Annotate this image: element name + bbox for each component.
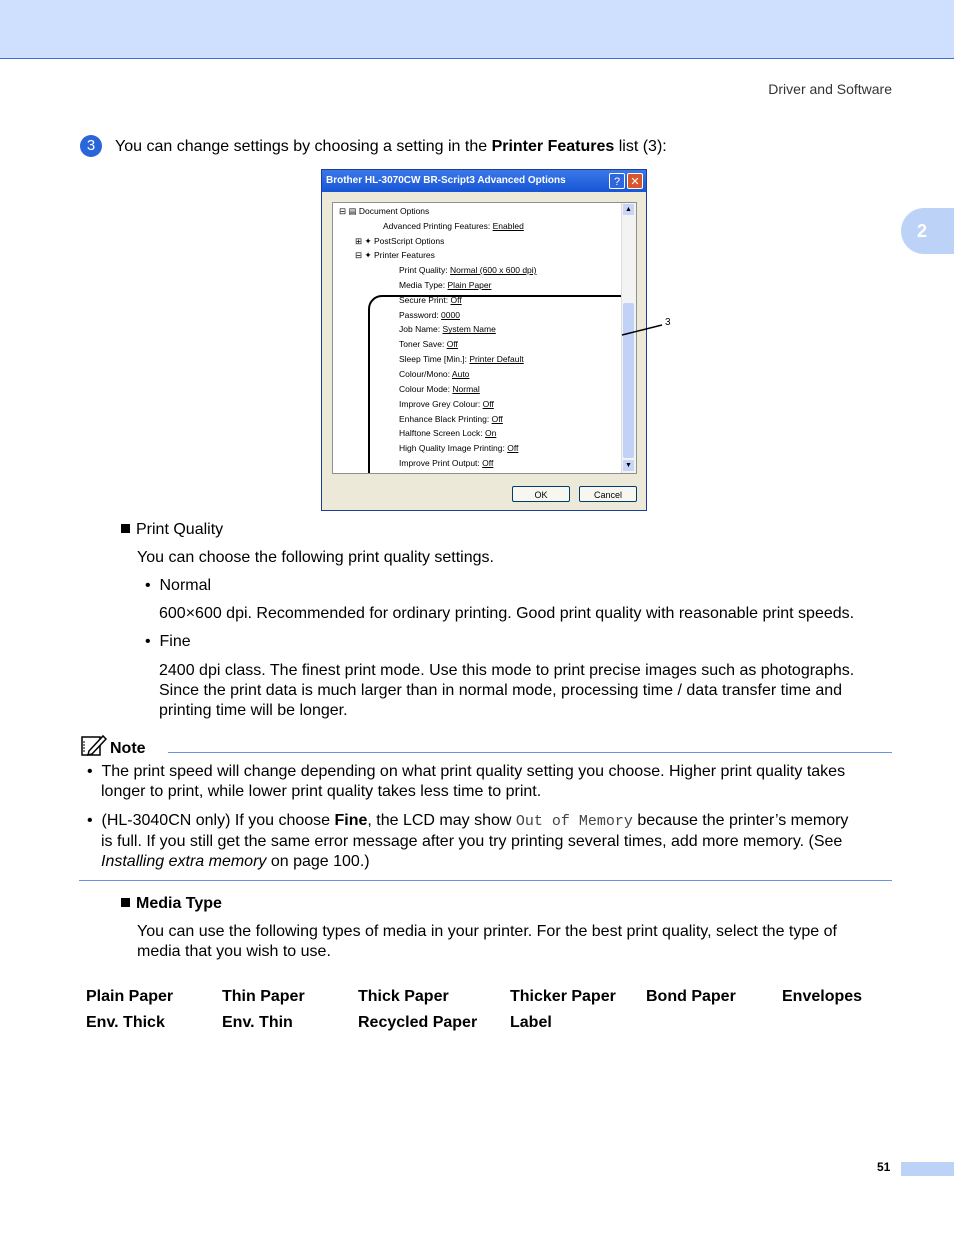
- note-item-2: • (HL-3040CN only) If you choose Fine, the LCD may show Out of Memory because the printer’s memory is full. If you still get the same error message after you try printing several times, add more memory. (See Installing extra memory on page 100.): [87, 812, 849, 870]
- page-number: 51: [877, 1160, 891, 1174]
- dialog-title: Brother HL-3070CW BR-Script3 Advanced Options: [322, 170, 646, 192]
- callout-outline: [368, 295, 634, 474]
- media-type-option: Plain Paper: [86, 988, 174, 1005]
- media-type-option: Recycled Paper: [358, 1014, 478, 1031]
- section-title: Driver and Software: [768, 81, 892, 97]
- media-type-option: Bond Paper: [646, 988, 736, 1005]
- note-divider-bottom: [79, 880, 892, 881]
- tree-setting-item[interactable]: Toner Save: Off: [399, 339, 458, 350]
- advanced-options-dialog: [321, 169, 647, 511]
- tree-setting-item[interactable]: Media Type: Plain Paper: [399, 279, 492, 290]
- close-button[interactable]: ✕: [627, 173, 643, 189]
- tree-setting-item[interactable]: Password: 0000: [399, 309, 460, 320]
- media-type-option: Env. Thick: [86, 1014, 165, 1031]
- settings-tree[interactable]: [332, 202, 637, 474]
- page-header-band: [0, 0, 954, 59]
- note-divider-top: [168, 752, 892, 753]
- tree-setting-item[interactable]: Improve Print Output: Off: [399, 458, 494, 469]
- media-type-option: Env. Thin: [222, 1014, 293, 1031]
- chapter-tab: 2: [901, 208, 954, 254]
- tree-node-printer-features[interactable]: ⊟ ✦ Printer Features: [355, 250, 435, 260]
- normal-description: 600×600 dpi. Recommended for ordinary printing. Good print quality with reasonable print speeds.: [159, 605, 855, 622]
- print-quality-heading: Print Quality: [121, 520, 223, 540]
- media-type-option: Label: [510, 1014, 552, 1031]
- cancel-button[interactable]: Cancel: [579, 486, 637, 502]
- note-pencil-icon: [80, 733, 108, 757]
- scroll-down-icon[interactable]: ▼: [623, 460, 634, 471]
- tree-setting-item[interactable]: Secure Print: Off: [399, 294, 462, 305]
- note-title: Note: [110, 740, 146, 757]
- tree-setting-item[interactable]: Halftone Screen Lock: On: [399, 428, 497, 439]
- tree-node-document-options[interactable]: ⊟ ▤ Document Options: [339, 206, 430, 216]
- tree-item-advanced-printing[interactable]: Advanced Printing Features: Enabled: [383, 221, 524, 231]
- media-type-intro: You can use the following types of media in your printer. For the best print quality, select the type of media that you wish to use.: [137, 923, 837, 960]
- fine-description: 2400 dpi class. The finest print mode. Use this mode to print precise images such as photographs. Since the print data is much larger than in normal mode, processing time / data transfer time and printing time will be longer.: [159, 662, 855, 719]
- tree-setting-item[interactable]: Colour/Mono: Auto: [399, 368, 470, 379]
- callout-label: 3: [665, 317, 671, 328]
- footer-band: [901, 1162, 954, 1176]
- tree-node-postscript-options[interactable]: ⊞ ✦ PostScript Options: [355, 236, 445, 246]
- media-type-heading: Media Type: [121, 894, 222, 914]
- tree-scrollbar[interactable]: [621, 203, 636, 473]
- fine-label: • Fine: [145, 633, 191, 650]
- tree-setting-item[interactable]: Colour Mode: Normal: [399, 383, 480, 394]
- help-button[interactable]: ?: [609, 173, 625, 189]
- tree-setting-item[interactable]: High Quality Image Printing: Off: [399, 443, 519, 454]
- callout-leader: [620, 318, 680, 338]
- scroll-up-icon[interactable]: ▲: [623, 204, 634, 215]
- media-type-option: Thin Paper: [222, 988, 305, 1005]
- tree-setting-item[interactable]: Enhance Black Printing: Off: [399, 413, 503, 424]
- note-item-1: • The print speed will change depending on what print quality setting you choose. Higher print quality takes longer to print, while lower print quality takes less time to print.: [87, 763, 846, 800]
- print-quality-intro: You can choose the following print quality settings.: [137, 549, 494, 566]
- step-number-badge: 3: [80, 135, 102, 157]
- tree-setting-item[interactable]: Job Name: System Name: [399, 324, 496, 335]
- media-type-option: Thicker Paper: [510, 988, 616, 1005]
- media-type-option: Thick Paper: [358, 988, 449, 1005]
- ok-button[interactable]: OK: [512, 486, 570, 502]
- tree-setting-item[interactable]: Sleep Time [Min.]: Printer Default: [399, 354, 524, 365]
- tree-setting-item[interactable]: Improve Grey Colour: Off: [399, 398, 494, 409]
- step-text: You can change settings by choosing a setting in the Printer Features list (3):: [115, 138, 667, 155]
- tree-setting-item[interactable]: Print Quality: Normal (600 x 600 dpi): [399, 265, 537, 275]
- media-type-option: Envelopes: [782, 988, 863, 1005]
- normal-label: • Normal: [145, 577, 212, 594]
